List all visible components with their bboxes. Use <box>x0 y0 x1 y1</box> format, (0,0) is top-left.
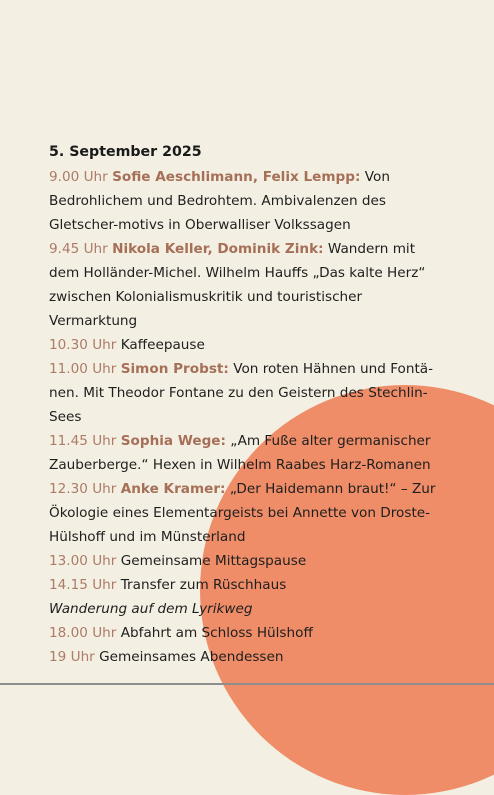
schedule-entry <box>49 645 439 669</box>
entry-text: „Am Fuße alter germanischer Zauberberge.“ Hexen in Wilhelm Raabes Harz-Romanen <box>49 433 431 473</box>
schedule-entry <box>49 573 439 597</box>
entry-time: 14.15 Uhr <box>49 577 117 593</box>
program-schedule <box>49 140 439 669</box>
schedule-note: Wanderung auf dem Lyrikweg <box>49 601 253 617</box>
schedule-entry <box>49 429 439 477</box>
entry-speaker: Anke Kramer: <box>120 481 226 497</box>
entry-speaker: Sofie Aeschlimann, Felix Lempp: <box>112 169 361 185</box>
entry-speaker: Nikola Keller, Dominik Zink: <box>112 241 324 257</box>
entry-time: 11.00 Uhr <box>49 361 117 377</box>
schedule-entry <box>49 237 439 333</box>
entry-time: 19 Uhr <box>49 649 95 665</box>
entry-text: Wandern mit dem Holländer-Michel. Wilhelm Hauffs „Das kalte Herz“ zwischen Kolonialismuskritik und touristischer Vermarktung <box>49 241 426 329</box>
entry-time: 10.30 Uhr <box>49 337 117 353</box>
schedule-entry <box>49 477 439 549</box>
schedule-entry <box>49 165 439 237</box>
entry-time: 11.45 Uhr <box>49 433 117 449</box>
entry-text: Von roten Hähnen und Fontä-nen. Mit Theodor Fontane zu den Geistern des Stechlin-Sees <box>49 361 434 425</box>
date-heading: 5. September 2025 <box>49 144 202 160</box>
entry-time: 9.00 Uhr <box>49 169 108 185</box>
entry-time: 13.00 Uhr <box>49 553 117 569</box>
schedule-entry <box>49 333 439 357</box>
entry-text: Abfahrt am Schloss Hülshoff <box>116 625 313 641</box>
entry-text: Von Bedrohlichem und Bedrohtem. Ambivalenzen des Gletscher-motivs in Oberwalliser Volkssagen <box>49 169 390 233</box>
entry-time: 18.00 Uhr <box>49 625 117 641</box>
entry-speaker: Sophia Wege: <box>120 433 226 449</box>
entry-text: Gemeinsames Abendessen <box>94 649 284 665</box>
entry-time: 12.30 Uhr <box>49 481 117 497</box>
entry-text: „Der Haidemann braut!“ – Zur Ökologie eines Elementargeists bei Annette von Droste-Hülshoff und im Münsterland <box>49 481 436 545</box>
entry-text: Transfer zum Rüschhaus <box>116 577 287 593</box>
schedule-entry <box>49 621 439 645</box>
entry-time: 9.45 Uhr <box>49 241 108 257</box>
schedule-entry <box>49 357 439 429</box>
entry-speaker: Simon Probst: <box>120 361 229 377</box>
entry-text: Kaffeepause <box>116 337 205 353</box>
entry-text: Gemeinsame Mittagspause <box>116 553 307 569</box>
schedule-entry <box>49 549 439 573</box>
